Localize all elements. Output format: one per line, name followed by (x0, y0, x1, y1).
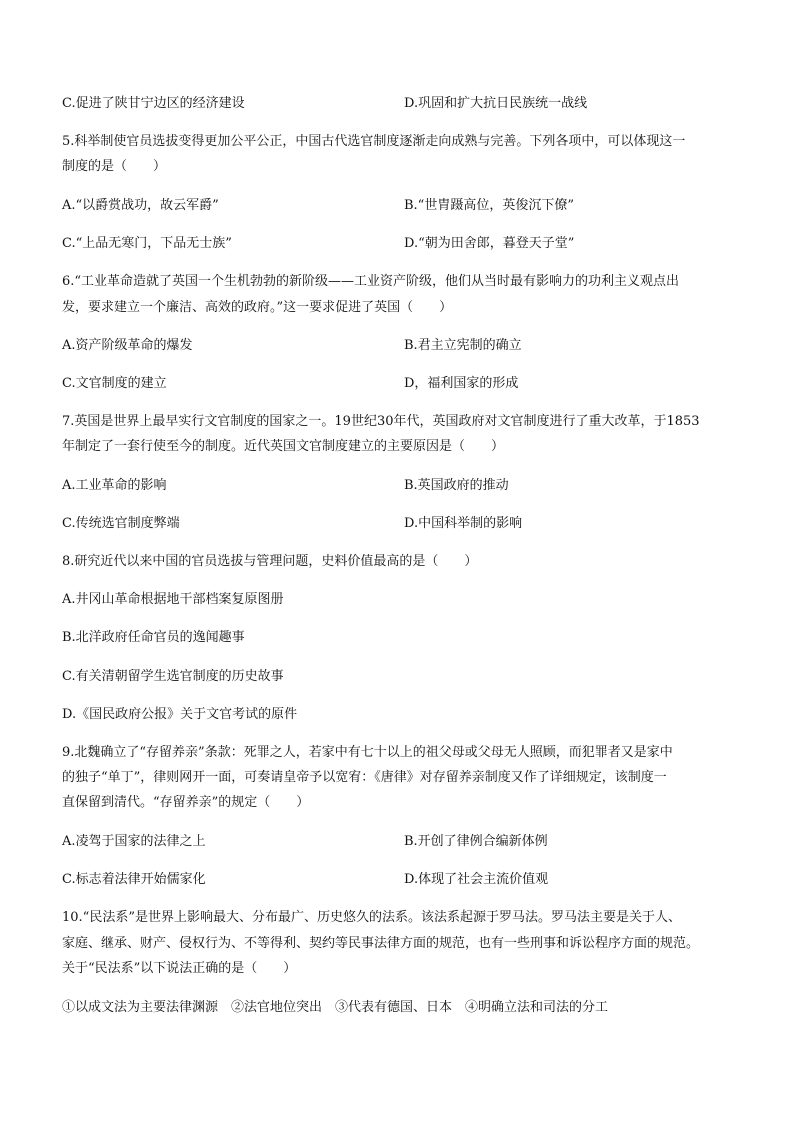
q8-option-d[interactable]: D.《国民政府公报》关于文官考试的原件 (62, 707, 298, 722)
q5-stem-line-2: 制度的是（ ） (62, 159, 167, 174)
q9-option-a[interactable]: A.凌驾于国家的法律之上 (62, 834, 206, 849)
q9-stem-line-1: 9.北魏确立了“存留养亲”条款：死罪之人，若家中有七十以上的祖父母或父母无人照顾，而犯罪者又是家中 (62, 745, 673, 760)
q9-option-d[interactable]: D.体现了社会主流价值观 (404, 872, 549, 887)
q6-options-row-cd (62, 372, 519, 391)
q5-option-a[interactable]: A.“以爵赏战功，故云军爵” (62, 198, 219, 213)
q8-option-a[interactable]: A.井冈山革命根据地干部档案复原图册 (62, 592, 284, 607)
q6-stem-line-2: 发，要求建立一个廉洁、高效的政府。”这一要求促进了英国（ ） (62, 300, 453, 315)
q7-option-c[interactable]: C.传统选官制度弊端 (62, 516, 180, 531)
q5-options-row-cd (62, 232, 575, 251)
q7-option-b[interactable]: B.英国政府的推动 (404, 478, 509, 493)
q10-stem-line-2: 家庭、继承、财产、侵权行为、不等得利、契约等民事法律方面的规范，也有一些刑事和诉讼程序方面的规范。 (62, 936, 700, 951)
q6-option-c[interactable]: C.文官制度的建立 (62, 376, 167, 391)
q10-stem-line-1: 10.“民法系”是世界上影响最大、分布最广、历史悠久的法系。该法系起源于罗马法。罗马法主要是关于人、 (62, 910, 681, 925)
q6-option-d[interactable]: D，福利国家的形成 (404, 376, 519, 391)
q6-option-b[interactable]: B.君主立宪制的确立 (404, 338, 522, 353)
q4-option-c[interactable]: C.促进了陕甘宁边区的经济建设 (62, 96, 245, 111)
q8-option-b[interactable]: B.北洋政府任命官员的逸闻趣事 (62, 630, 245, 645)
q9-option-b[interactable]: B.开创了律例合编新体例 (404, 834, 548, 849)
q10-statement-items: ①以成文法为主要法律渊源 ②法官地位突出 ③代表有德国、日本 ④明确立法和司法的分工 (62, 1000, 609, 1015)
q7-stem-line-2: 年制定了一套行使至今的制度。近代英国文官制度建立的主要原因是（ ） (62, 439, 505, 454)
q10-stem-line-3: 关于“民法系”以下说法正确的是（ ） (62, 961, 297, 976)
q8-stem-line-1: 8.研究近代以来中国的官员选拔与管理问题，史料价值最高的是（ ） (62, 554, 478, 569)
q6-options-row-ab (62, 334, 522, 353)
q4-option-d[interactable]: D.巩固和扩大抗日民族统一战线 (404, 96, 588, 111)
q6-option-a[interactable]: A.资产阶级革命的爆发 (62, 338, 193, 353)
q5-option-d[interactable]: D.“朝为田舍郎，暮登天子堂” (404, 236, 575, 251)
q7-option-a[interactable]: A.工业革命的影响 (62, 478, 167, 493)
q6-stem-line-1: 6.“工业革命造就了英国一个生机勃勃的新阶级——工业资产阶级，他们从当时最有影响力的功利主义观点出 (62, 274, 680, 289)
q4-options-row-cd (62, 92, 588, 111)
q7-options-row-ab (62, 474, 509, 493)
q5-option-c[interactable]: C.“上品无寒门，下品无士族” (62, 236, 232, 251)
q5-options-row-ab (62, 194, 574, 213)
q5-stem-line-1: 5.科举制使官员选拔变得更加公平公正，中国古代选官制度逐渐走向成熟与完善。下列各项中，可以体现这一 (62, 134, 686, 149)
q9-stem-line-3: 直保留到清代。“存留养亲”的规定（ ） (62, 795, 310, 810)
q5-option-b[interactable]: B.“世胄蹑高位，英俊沉下僚” (404, 198, 574, 213)
q9-options-row-cd (62, 868, 549, 887)
q7-option-d[interactable]: D.中国科举制的影响 (404, 516, 523, 531)
q7-options-row-cd (62, 512, 523, 531)
q9-options-row-ab (62, 830, 548, 849)
q8-option-c[interactable]: C.有关清朝留学生选官制度的历史故事 (62, 669, 284, 684)
q9-stem-line-2: 的独子“单丁”，律则网开一面，可奏请皇帝予以宽宥：《唐律》对存留养亲制度又作了详细规定，该制度一 (62, 770, 667, 785)
q7-stem-line-1: 7.英国是世界上最早实行文官制度的国家之一。19世纪30年代，英国政府对文官制度进行了重大改革，于1853 (62, 414, 700, 429)
q9-option-c[interactable]: C.标志着法律开始儒家化 (62, 872, 206, 887)
